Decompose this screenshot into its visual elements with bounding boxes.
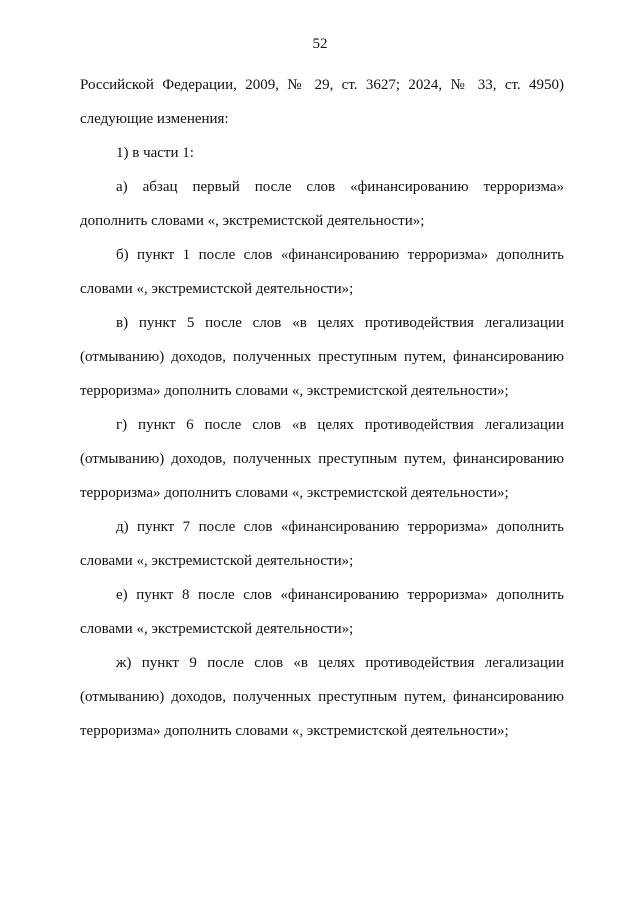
paragraph-item-zh: ж) пункт 9 после слов «в целях противодействия легализации (отмыванию) доходов, полученных преступным путем, финансированию терроризма» дополнить словами «, экстремистской деятельности»; bbox=[80, 655, 564, 739]
paragraph-item-d: д) пункт 7 после слов «финансированию терроризма» дополнить словами «, экстремистской деятельности»; bbox=[80, 519, 564, 569]
paragraph-item-g: г) пункт 6 после слов «в целях противодействия легализации (отмыванию) доходов, полученных преступным путем, финансированию терроризма» дополнить словами «, экстремистской деятельности»; bbox=[80, 417, 564, 501]
paragraph-intro: Российской Федерации, 2009, № 29, ст. 3627; 2024, № 33, ст. 4950) следующие изменения: bbox=[80, 77, 564, 127]
document-body bbox=[80, 68, 564, 748]
paragraph-item-v: в) пункт 5 после слов «в целях противодействия легализации (отмыванию) доходов, полученных преступным путем, финансированию терроризма» дополнить словами «, экстремистской деятельности»; bbox=[80, 315, 564, 399]
page-number: 52 bbox=[312, 36, 328, 52]
paragraph-item-b: б) пункт 1 после слов «финансированию терроризма» дополнить словами «, экстремистской деятельности»; bbox=[80, 247, 564, 297]
paragraph-part-1: 1) в части 1: bbox=[116, 145, 194, 161]
paragraph-item-a: а) абзац первый после слов «финансированию терроризма» дополнить словами «, экстремистской деятельности»; bbox=[80, 179, 564, 229]
paragraph-item-e: е) пункт 8 после слов «финансированию терроризма» дополнить словами «, экстремистской деятельности»; bbox=[80, 587, 564, 637]
